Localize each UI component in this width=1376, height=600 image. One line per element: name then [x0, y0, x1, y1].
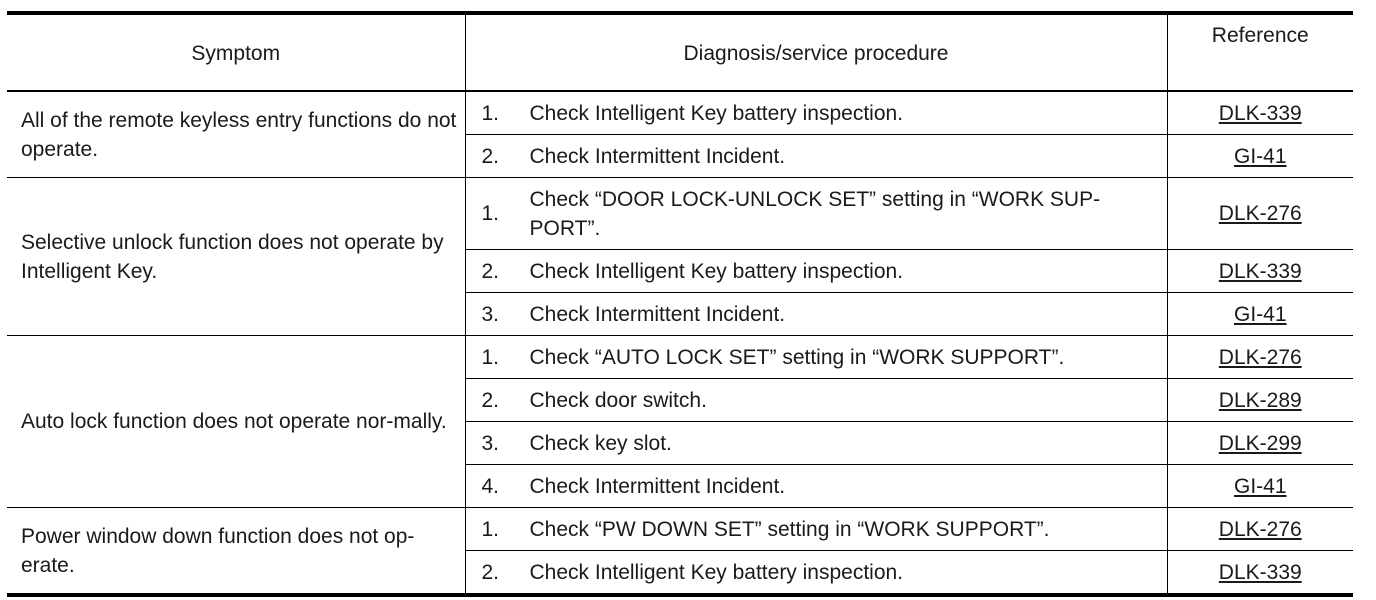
- symptom-cell: Power window down function does not op-erate.: [21, 524, 415, 577]
- step-text: Check door switch.: [529, 388, 707, 412]
- reference-cell: [1167, 336, 1353, 379]
- table-row: [7, 178, 1353, 250]
- reference-link[interactable]: GI-41: [1233, 474, 1287, 498]
- header-procedure: Diagnosis/service procedure: [465, 13, 1167, 91]
- table-row: [7, 91, 1353, 135]
- reference-cell: [1167, 293, 1353, 336]
- reference-link[interactable]: DLK-276: [1218, 202, 1302, 225]
- procedure-cell: [465, 465, 1167, 508]
- symptom-cell: All of the remote keyless entry functions do not operate.: [7, 91, 465, 178]
- symptom-cell: Auto lock function does not operate nor-mally.: [7, 336, 465, 508]
- step-text: Check Intermittent Incident.: [529, 144, 786, 168]
- header-reference: Reference: [1167, 13, 1353, 91]
- reference-link[interactable]: DLK-339: [1218, 101, 1302, 125]
- step-text: Check Intermittent Incident.: [529, 302, 786, 326]
- step-number: 4.: [481, 474, 500, 498]
- reference-link[interactable]: DLK-339: [1218, 560, 1302, 584]
- procedure-cell: [465, 293, 1167, 336]
- reference-cell: [1167, 551, 1353, 596]
- step-text: Check “PW DOWN SET” setting in “WORK SUPPORT”.: [529, 517, 1050, 541]
- reference-cell: [1167, 178, 1353, 250]
- step-number: 2.: [481, 560, 500, 584]
- step-number: 1.: [481, 517, 500, 541]
- step-text: Check Intelligent Key battery inspection.: [529, 101, 904, 125]
- reference-link[interactable]: DLK-276: [1218, 517, 1302, 541]
- step-number: 3.: [481, 302, 500, 326]
- reference-link[interactable]: DLK-339: [1218, 259, 1302, 283]
- step-text: Check key slot.: [529, 431, 672, 455]
- procedure-cell: [465, 91, 1167, 135]
- reference-cell: [1167, 91, 1353, 135]
- step-number: 1.: [481, 202, 500, 225]
- symptom-cell: Selective unlock function does not operate by Intelligent Key.: [7, 178, 465, 336]
- reference-cell: [1167, 465, 1353, 508]
- procedure-cell: [465, 508, 1167, 551]
- table-row: [7, 336, 1353, 379]
- procedure-cell: [465, 250, 1167, 293]
- step-number: 1.: [481, 101, 500, 125]
- reference-link[interactable]: DLK-299: [1218, 431, 1302, 455]
- procedure-cell: [465, 551, 1167, 596]
- step-text: Check Intelligent Key battery inspection.: [529, 259, 904, 283]
- reference-cell: [1167, 135, 1353, 178]
- reference-cell: [1167, 422, 1353, 465]
- step-number: 2.: [481, 388, 500, 412]
- reference-cell: [1167, 508, 1353, 551]
- reference-link[interactable]: GI-41: [1233, 302, 1287, 326]
- step-number: 3.: [481, 431, 500, 455]
- reference-link[interactable]: DLK-276: [1218, 345, 1302, 369]
- step-number: 2.: [481, 144, 500, 168]
- procedure-cell: [465, 135, 1167, 178]
- step-text: Check Intermittent Incident.: [529, 474, 786, 498]
- step-number: 1.: [481, 345, 500, 369]
- reference-link[interactable]: DLK-289: [1218, 388, 1302, 412]
- step-number: 2.: [481, 259, 500, 283]
- reference-link[interactable]: GI-41: [1233, 144, 1287, 168]
- procedure-cell: [465, 422, 1167, 465]
- header-row: [7, 13, 1353, 91]
- reference-cell: [1167, 379, 1353, 422]
- procedure-cell: [465, 178, 1167, 250]
- procedure-cell: [465, 336, 1167, 379]
- step-text: Check “AUTO LOCK SET” setting in “WORK SUPPORT”.: [529, 345, 1065, 369]
- step-text: Check Intelligent Key battery inspection.: [529, 560, 904, 584]
- procedure-cell: [465, 379, 1167, 422]
- reference-cell: [1167, 250, 1353, 293]
- step-text: Check “DOOR LOCK-UNLOCK SET” setting in “WORK SUP-PORT”.: [529, 187, 1101, 240]
- diagnosis-table: [7, 11, 1353, 597]
- header-symptom: Symptom: [7, 13, 465, 91]
- table-row: [7, 508, 1353, 551]
